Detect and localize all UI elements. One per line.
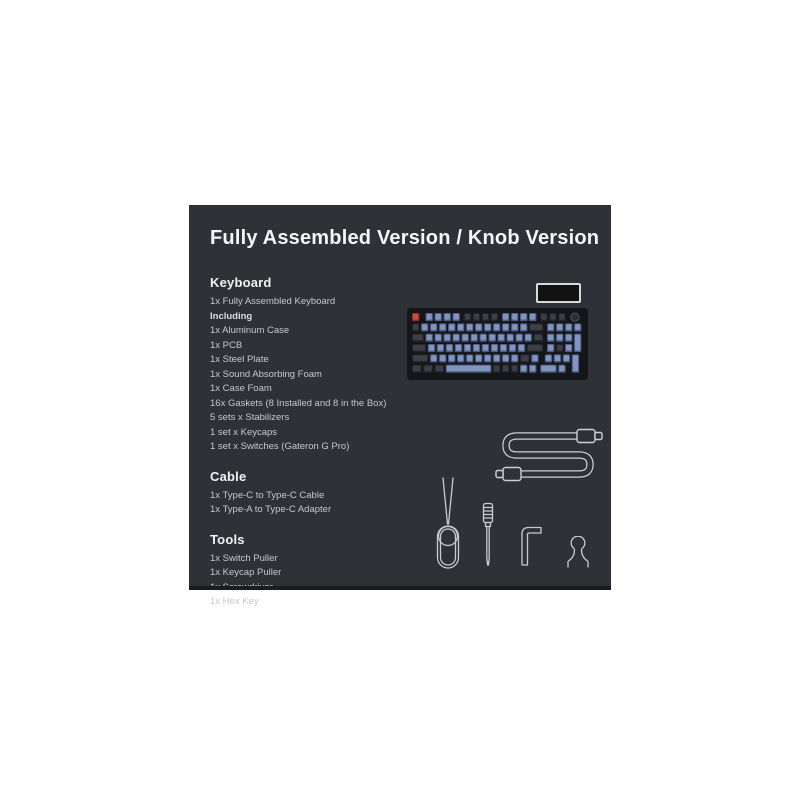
section-heading: Tools (210, 531, 245, 547)
panel-bottom-edge (189, 586, 611, 590)
list-item: Including (210, 310, 253, 322)
list-item: 1x Sound Absorbing Foam (210, 368, 322, 380)
list-item: 1x Switch Puller (210, 552, 278, 564)
section-tools (210, 532, 445, 610)
section-heading: Cable (210, 468, 247, 484)
list-item: 1x Case Foam (210, 383, 272, 394)
usb-c-cable-icon (493, 424, 605, 482)
list-item: 1x Steel Plate (210, 354, 269, 365)
type-c-plug-bottom (503, 468, 521, 481)
hex-key-icon (518, 523, 544, 567)
list-item: 1x PCB (210, 339, 243, 351)
list-item: 1 set x Keycaps (210, 426, 278, 438)
list-item: 1x Type-C to Type-C Cable (210, 489, 325, 501)
list-item: 1x Hex Key (210, 596, 259, 607)
list-item: 1 set x Switches (Gateron G Pro) (210, 441, 350, 452)
panel-title: Fully Assembled Version / Knob Version (210, 227, 600, 249)
list-item: 1x Keycap Puller (210, 567, 282, 578)
switch-puller-icon (432, 476, 464, 570)
section-heading: Keyboard (210, 275, 272, 290)
screwdriver-icon (479, 502, 497, 568)
type-c-plug-top (577, 430, 595, 443)
blank-label-plate (536, 283, 581, 303)
keyboard-image (407, 308, 588, 380)
list-item: 1x Fully Assembled Keyboard (210, 296, 336, 307)
list-item: 1x Type-A to Type-C Adapter (210, 504, 332, 515)
keycap-puller-icon (563, 536, 593, 568)
list-item: 1x Aluminum Case (210, 325, 290, 336)
list-item: 16x Gaskets (8 Installed and 8 in the Box) (210, 397, 387, 409)
section-cable (210, 469, 445, 518)
list-item: 5 sets x Stabilizers (210, 412, 290, 423)
whats-in-the-box-panel (189, 205, 611, 607)
